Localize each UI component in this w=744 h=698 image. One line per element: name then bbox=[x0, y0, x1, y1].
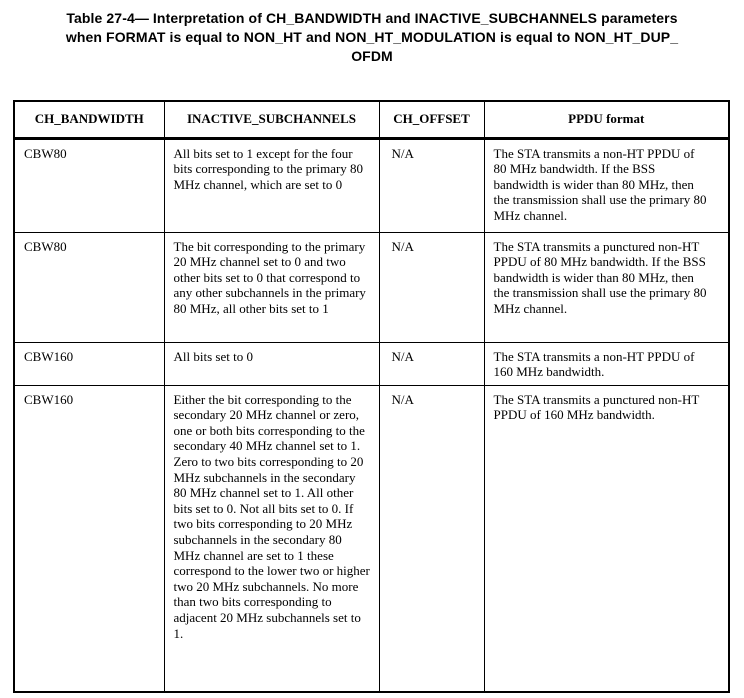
table-row bbox=[14, 138, 729, 232]
table-row bbox=[14, 232, 729, 342]
header-ch-offset: CH_OFFSET bbox=[379, 101, 484, 138]
cell-ch-bandwidth: CBW80 bbox=[14, 138, 164, 232]
table-caption bbox=[12, 9, 732, 66]
cell-ppdu-format: The STA transmits a punctured non-HT PPDU of 80 MHz bandwidth. If the BSS bandwidth is wider than 80 MHz, then the transmission shall use the primary 80 MHz channel. bbox=[484, 232, 729, 342]
header-ppdu-format: PPDU format bbox=[484, 101, 729, 138]
parameters-table bbox=[13, 100, 730, 693]
table-row bbox=[14, 342, 729, 385]
cell-ppdu-format: The STA transmits a non-HT PPDU of 160 MHz bandwidth. bbox=[484, 342, 729, 385]
cell-inactive-subchannels: Either the bit corresponding to the secondary 20 MHz channel or zero, one or both bits corresponding to the secondary 40 MHz channel set to 1. Zero to two bits corresponding to 20 MHz subchannels in the secondary 80 MHz channel set to 1. All other bits set to 0. Not all bits set to 0. If two bits corresponding to 20 MHz subchannels in the secondary 80 MHz channel are set to 1 these correspond to the lower two or higher two 20 MHz subchannels. No more than two bits corresponding to adjacent 20 MHz subchannels set to 1. bbox=[164, 385, 379, 692]
caption-line-2: when FORMAT is equal to NON_HT and NON_HT_MODULATION is equal to NON_HT_DUP_ bbox=[65, 29, 679, 45]
cell-ch-offset: N/A bbox=[379, 138, 484, 232]
cell-ch-bandwidth: CBW160 bbox=[14, 342, 164, 385]
cell-ch-offset: N/A bbox=[379, 342, 484, 385]
table-header-row bbox=[14, 101, 729, 138]
cell-inactive-subchannels: All bits set to 0 bbox=[164, 342, 379, 385]
header-inactive-subchannels: INACTIVE_SUBCHANNELS bbox=[164, 101, 379, 138]
cell-ppdu-format: The STA transmits a non-HT PPDU of 80 MHz bandwidth. If the BSS bandwidth is wider than 80 MHz, then the transmission shall use the primary 80 MHz channel. bbox=[484, 138, 729, 232]
header-ch-bandwidth: CH_BANDWIDTH bbox=[14, 101, 164, 138]
cell-inactive-subchannels: All bits set to 1 except for the four bits corresponding to the primary 80 MHz channel, which are set to 0 bbox=[164, 138, 379, 232]
cell-ppdu-format: The STA transmits a punctured non-HT PPDU of 160 MHz bandwidth. bbox=[484, 385, 729, 692]
cell-ch-bandwidth: CBW80 bbox=[14, 232, 164, 342]
cell-inactive-subchannels: The bit corresponding to the primary 20 MHz channel set to 0 and two other bits set to 0 that correspond to any other subchannels in the primary 80 MHz, all other bits set to 1 bbox=[164, 232, 379, 342]
cell-ch-offset: N/A bbox=[379, 385, 484, 692]
cell-ch-offset: N/A bbox=[379, 232, 484, 342]
caption-line-1: Table 27-4— Interpretation of CH_BANDWIDTH and INACTIVE_SUBCHANNELS parameters bbox=[66, 10, 678, 26]
caption-line-3: OFDM bbox=[351, 48, 393, 64]
cell-ch-bandwidth: CBW160 bbox=[14, 385, 164, 692]
table-row bbox=[14, 385, 729, 692]
